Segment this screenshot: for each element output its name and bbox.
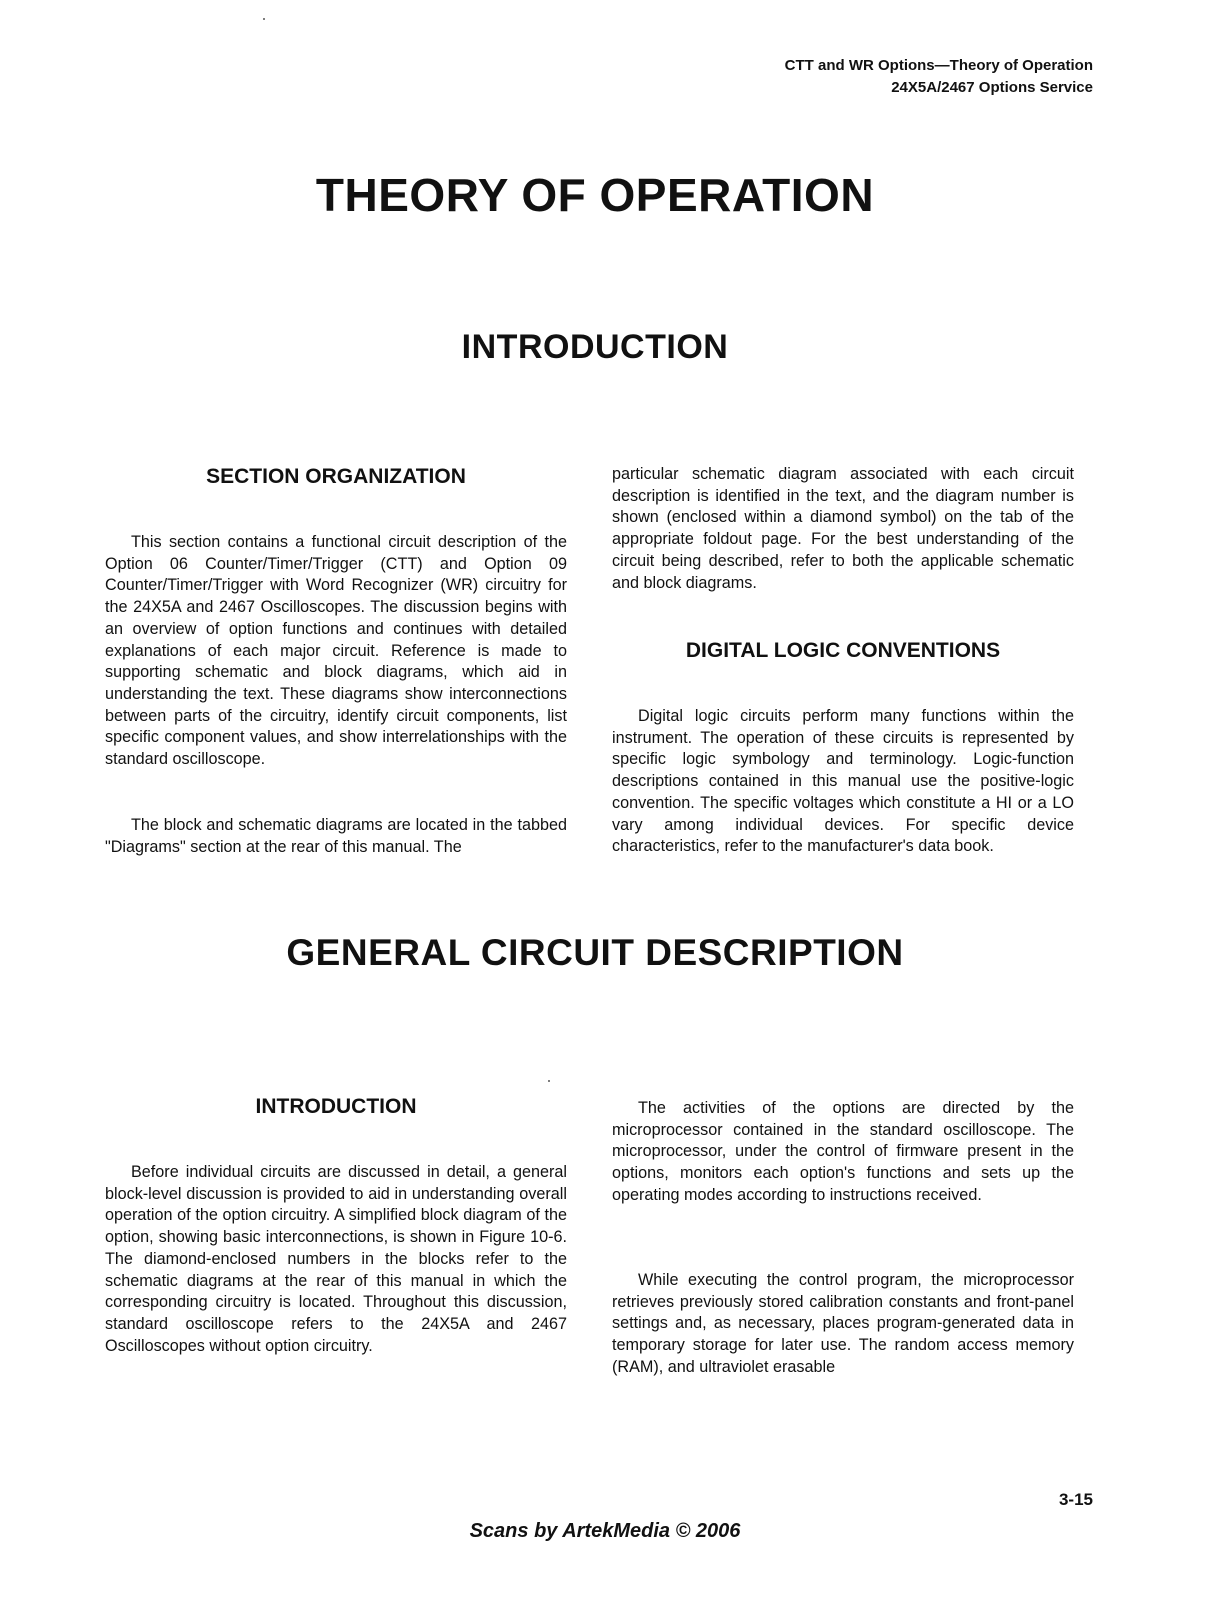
section-title-general-circuit: GENERAL CIRCUIT DESCRIPTION bbox=[286, 932, 904, 973]
scan-speck bbox=[263, 18, 265, 20]
heading-section-organization: SECTION ORGANIZATION bbox=[206, 465, 466, 488]
running-header-line1: CTT and WR Options—Theory of Operation bbox=[784, 57, 1093, 74]
section-title-introduction: INTRODUCTION bbox=[461, 328, 729, 366]
general-intro-body-right-2 bbox=[612, 1270, 1074, 1379]
paragraph: The block and schematic diagrams are located in the tabbed "Diagrams" section at the rear of this manual. The bbox=[105, 816, 567, 856]
general-intro-body bbox=[105, 1162, 567, 1357]
page-number: 3-15 bbox=[1058, 1490, 1093, 1509]
general-intro-body-right bbox=[612, 1098, 1074, 1207]
page-title: THEORY OF OPERATION bbox=[315, 169, 875, 221]
paragraph: This section contains a functional circuit description of the Option 06 Counter/Timer/Trigger (CTT) and Option 09 Counter/Timer/Trigger with Word Recognizer (WR) circuitry for the 24X5A and 2467 Oscilloscopes. The discussion begins with an overview of option functions and continues with detailed explanations of each major circuit. Reference is made to supporting schematic and block diagrams, which aid in understanding the text. These diagrams show interconnections between parts of the circuitry, identify circuit components, list specific component values, and show interrelationships with the standard oscilloscope. bbox=[105, 533, 567, 769]
heading-general-introduction: INTRODUCTION bbox=[255, 1095, 417, 1118]
section-organization-continued bbox=[612, 464, 1074, 594]
running-header-line2: 24X5A/2467 Options Service bbox=[891, 79, 1093, 96]
digital-logic-body bbox=[612, 706, 1074, 858]
section-organization-body-2 bbox=[105, 815, 567, 858]
section-organization-body bbox=[105, 532, 567, 771]
running-header bbox=[785, 55, 1093, 99]
section-organization-block bbox=[105, 464, 567, 490]
paragraph: Before individual circuits are discussed in detail, a general block-level discussion is provided to aid in understanding overall operation of the option circuitry. A simplified block diagram of the option, showing basic interconnections, is shown in Figure 10-6. The diamond-enclosed numbers in the blocks refer to the schematic diagrams at the rear of this manual in which the corresponding circuitry is located. Throughout this discussion, standard oscilloscope refers to the 24X5A and 2467 Oscilloscopes without option circuitry. bbox=[105, 1163, 567, 1355]
paragraph: The activities of the options are directed by the microprocessor contained in the standard oscilloscope. The microprocessor, under the control of firmware present in the options, monitors each option's functions and sets up the operating modes according to instructions received. bbox=[612, 1099, 1074, 1204]
digital-logic-block bbox=[612, 638, 1074, 664]
heading-digital-logic: DIGITAL LOGIC CONVENTIONS bbox=[685, 639, 1001, 662]
general-intro-block bbox=[105, 1094, 567, 1120]
scan-speck bbox=[548, 1080, 550, 1082]
paragraph-continued: particular schematic diagram associated with each circuit description is identified in the text, and the diagram number is shown (enclosed within a diamond symbol) on the tab of the appropriate foldout page. For the best understanding of the circuit being described, refer to both the applicable schematic and block diagrams. bbox=[612, 465, 1074, 592]
paragraph: While executing the control program, the microprocessor retrieves previously stored calibration constants and front-panel settings and, as necessary, places program-generated data in temporary storage for later use. The random access memory (RAM), and ultraviolet erasable bbox=[612, 1271, 1074, 1376]
footer-credit: Scans by ArtekMedia © 2006 bbox=[469, 1520, 741, 1542]
paragraph: Digital logic circuits perform many functions within the instrument. The operation of these circuits is represented by specific logic symbology and terminology. Logic-function descriptions contained in this manual use the positive-logic convention. The specific voltages which constitute a HI or a LO vary among individual devices. For specific device characteristics, refer to the manufacturer's data book. bbox=[612, 707, 1074, 856]
